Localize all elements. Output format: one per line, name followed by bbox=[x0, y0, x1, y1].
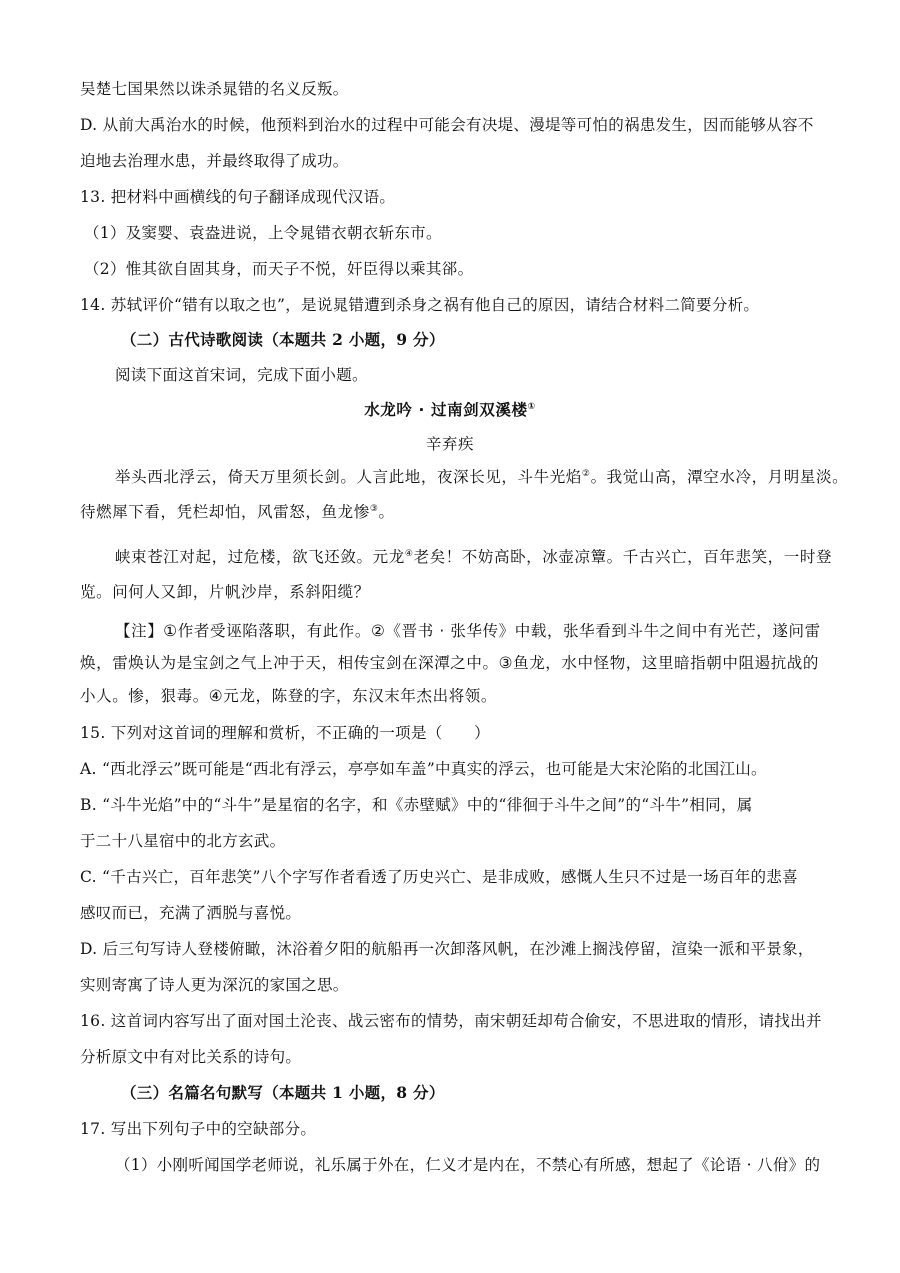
question-14-title: 14. 苏轼评价“错有以取之也”，是说晁错遭到杀身之祸有他自己的原因，请结合材料二简要分析。 bbox=[80, 296, 760, 314]
section-heading: （二）古代诗歌阅读（本题共 2 小题，9 分） bbox=[121, 330, 445, 349]
option-d-line-1: D. 后三句写诗人登楼俯瞰，沐浴着夕阳的航船再一次卸落风帆，在沙滩上搁浅停留，渲染一派和平景象， bbox=[80, 940, 814, 958]
poem-note: 焕，雷焕认为是宝剑之气上冲于天，相传宝剑在深潭之中。③鱼龙，水中怪物，这里暗指朝中阻遏抗战的 bbox=[80, 654, 819, 672]
question-13-sentence-1: （1）及窦婴、袁盎进说，上令晁错衣朝衣斩东市。 bbox=[84, 224, 442, 242]
option-b-line-1: B. “斗牛光焰”中的“斗牛”是星宿的名字，和《赤壁赋》中的“徘徊于斗牛之间”的“斗牛”相同，属 bbox=[80, 796, 753, 814]
option-c-line-2: 感叹而已，充满了洒脱与喜悦。 bbox=[80, 904, 302, 922]
option-c-line-1: C. “千古兴亡，百年悲笑”八个字写作者看透了历史兴亡、是非成败，感慨人生只不过是一场百年的悲喜 bbox=[80, 868, 798, 886]
question-13-sentence-2: （2）惟其欲自固其身，而天子不悦，奸臣得以乘其郤。 bbox=[84, 260, 474, 278]
section-heading: （三）名篇名句默写（本题共 1 小题，8 分） bbox=[121, 1083, 445, 1102]
question-16-line-2: 分析原文中有对比关系的诗句。 bbox=[80, 1048, 302, 1066]
question-15-title: 15. 下列对这首词的理解和赏析，不正确的一项是（ ） bbox=[80, 724, 490, 742]
poem-note: 【注】①作者受诬陷落职，有此作。②《晋书 · 张华传》中载，张华看到斗牛之间中有光芒，遂问雷 bbox=[115, 622, 821, 640]
option-b-line-2: 于二十八星宿中的北方玄武。 bbox=[80, 832, 286, 850]
poem-line: 峡束苍江对起，过危楼，欲飞还敛。元龙④老矣！不妨高卧，冰壶凉簟。千古兴亡，百年悲笑，一时登 bbox=[115, 548, 833, 566]
poem-note: 小人。惨，狠毒。④元龙，陈登的字，东汉末年杰出将领。 bbox=[80, 687, 497, 705]
poem-title: 水龙吟 · 过南剑双溪楼① bbox=[364, 401, 536, 419]
option-a: A. “西北浮云”既可能是“西北有浮云，亭亭如车盖”中真实的浮云，也可能是大宋沦陷的北国江山。 bbox=[80, 760, 767, 778]
question-13-title: 13. 把材料中画横线的句子翻译成现代汉语。 bbox=[80, 188, 396, 206]
question-16-line-1: 16. 这首词内容写出了面对国土沦丧、战云密布的情势，南宋朝廷却苟合偷安，不思进取的情形，请找出并 bbox=[80, 1012, 822, 1030]
question-17-title: 17. 写出下列句子中的空缺部分。 bbox=[80, 1120, 317, 1138]
poem-line: 览。问何人又卸，片帆沙岸，系斜阳缆？ bbox=[80, 583, 370, 601]
option-d-line-2: 迫地去治理水患，并最终取得了成功。 bbox=[80, 152, 349, 170]
option-d-line-2: 实则寄寓了诗人更为深沉的家国之思。 bbox=[80, 976, 349, 994]
poem-author: 辛弃疾 bbox=[425, 435, 475, 453]
poem-line: 待燃犀下看，凭栏却怕，风雷怒，鱼龙惨③。 bbox=[80, 503, 395, 521]
section-intro: 阅读下面这首宋词，完成下面小题。 bbox=[115, 366, 368, 384]
option-d-line-1: D. 从前大禹治水的时候，他预料到治水的过程中可能会有决堤、漫堤等可怕的祸患发生，因而能够从容不 bbox=[80, 116, 814, 134]
question-17-sentence-1: （1）小刚听闻国学老师说，礼乐属于外在，仁义才是内在，不禁心有所感，想起了《论语 · 八佾》的 bbox=[115, 1156, 821, 1174]
poem-line: 举头西北浮云，倚天万里须长剑。人言此地，夜深长见，斗牛光焰②。我觉山高，潭空水冷，月明星淡。 bbox=[115, 468, 849, 486]
text-line: 吴楚七国果然以诛杀晁错的名义反叛。 bbox=[80, 80, 349, 98]
